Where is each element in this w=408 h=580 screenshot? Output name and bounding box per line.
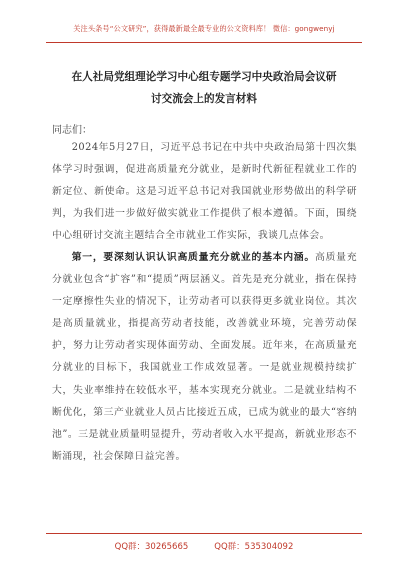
point-1-heading: 第一，要深刻认识认识高质量充分就业的基本内涵。 xyxy=(71,252,315,264)
document-body xyxy=(52,137,357,468)
title-line-2: 讨交流会上的发言材料 xyxy=(151,93,257,105)
footer-qq-group-1: QQ群：30265665 xyxy=(114,542,189,552)
paragraph-intro: 2024年5月27日，习近平总书记在中共中央政治局第十四次集体学习时强调，促进高质量充分就业，是新时代新征程就业工作的新定位、新使命。这是习近平总书记对我国就业形势做出的科学研判，为我们进一步做好做实就业工作提供了根本遵循。下面，围绕中心组研讨交流主题结合全市就业工作实际，我谈几点体会。 xyxy=(52,142,357,242)
point-1-body: 高质量充分就业包含“扩容”和“提质”两层涵义。首先是充分就业，指在保持一定摩擦性失业的情况下，让劳动者可以获得更多就业岗位。其次是高质量就业，指提高劳动者技能，改善就业环境，完善劳动保护，努力让劳动者实现体面劳动、全面发展。近年来，在高质量充分就业的目标下，我国就业工作成效显著。一是就业规模持续扩大，失业率维持在较低水平，基本实现充分就业。二是就业结构不断优化，第三产业就业人员占比接近五成，已成为就业的最大“容纳池”。三是就业质量明显提升，劳动者收入水平提高，新就业形态不断涌现，社会保障日益完善。 xyxy=(52,252,357,462)
footer xyxy=(0,540,408,552)
title-line-1: 在人社局党组理论学习中心组专题学习中央政治局会议研 xyxy=(71,71,337,83)
document-title xyxy=(52,66,356,110)
paragraph-point-1 xyxy=(52,247,357,467)
footer-qq-group-2: QQ群：535304092 xyxy=(214,542,294,552)
header-banner: 关注头条号“公文研究”，获得最新最全最专业的公文资料库！ 微信：gongwenyj xyxy=(73,24,335,33)
salutation: 同志们： xyxy=(52,125,92,136)
header-divider xyxy=(46,42,362,43)
footer-divider xyxy=(46,533,362,534)
